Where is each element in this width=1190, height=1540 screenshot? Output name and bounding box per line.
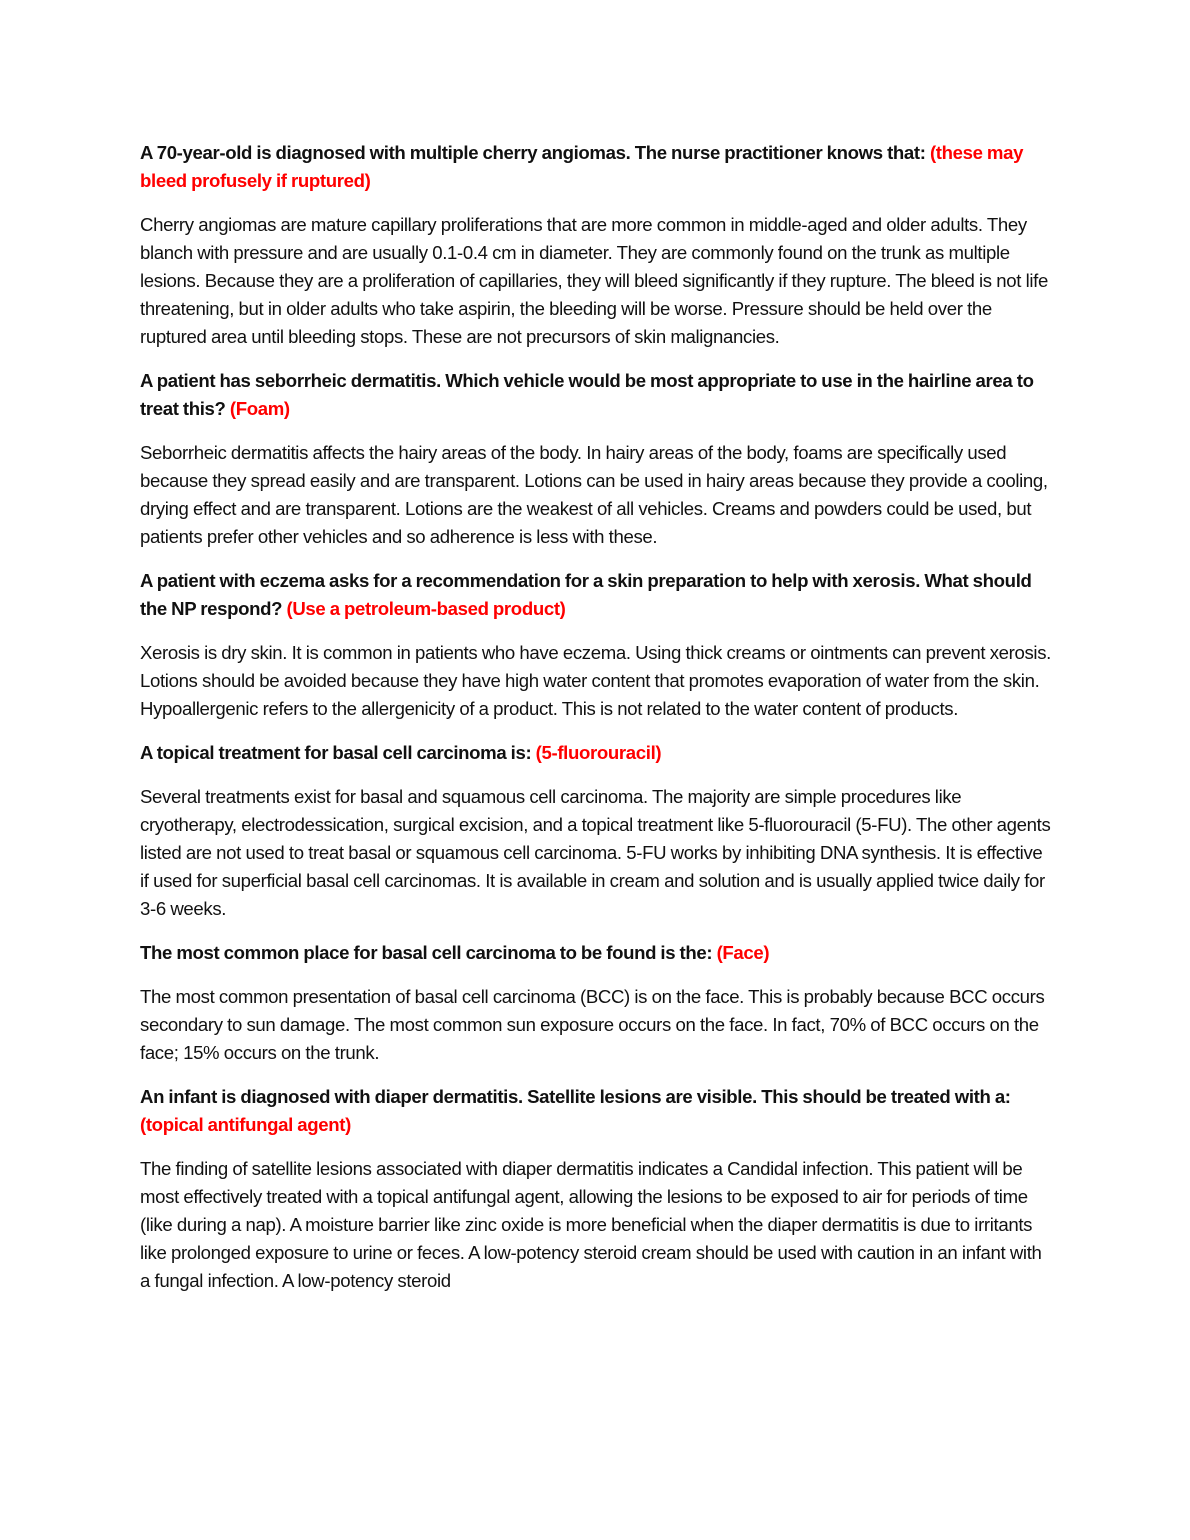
question-text: A patient with eczema asks for a recommendation for a skin preparation to help with xerosis. What should the NP respond?: [140, 570, 1032, 619]
answer-text: (5-fluorouracil): [535, 742, 662, 763]
explanation-6: The finding of satellite lesions associated with diaper dermatitis indicates a Candidal infection. This patient will be most effectively treated with a topical antifungal agent, allowing the lesions to be exposed to air for periods of time (like during a nap). A moisture barrier like zinc oxide is more beneficial when the diaper dermatitis is due to irritants like prolonged exposure to urine or feces. A low-potency steroid cream should be used with caution in an infant with a fungal infection. A low-potency steroid: [140, 1158, 1042, 1291]
question-text: An infant is diagnosed with diaper dermatitis. Satellite lesions are visible. This should be treated with a:: [140, 1086, 1011, 1107]
question-3: [140, 567, 1052, 623]
explanation-3: Xerosis is dry skin. It is common in patients who have eczema. Using thick creams or ointments can prevent xerosis. Lotions should be avoided because they have high water content that promotes evaporation of water from the skin. Hypoallergenic refers to the allergenicity of a product. This is not related to the water content of products.: [140, 642, 1051, 719]
question-4: [140, 739, 1052, 767]
explanation-2: Seborrheic dermatitis affects the hairy areas of the body. In hairy areas of the body, foams are specifically used because they spread easily and are transparent. Lotions can be used in hairy areas because they provide a cooling, drying effect and are transparent. Lotions are the weakest of all vehicles. Creams and powders could be used, but patients prefer other vehicles and so adherence is less with these.: [140, 442, 1048, 547]
answer-text: (Face): [716, 942, 770, 963]
answer-text: (these may bleed profusely if ruptured): [140, 142, 1024, 191]
answer-text: (topical antifungal agent): [140, 1114, 351, 1135]
question-text: The most common place for basal cell carcinoma to be found is the:: [140, 942, 713, 963]
answer-text: (Use a petroleum-based product): [286, 598, 566, 619]
document-page: [140, 139, 1052, 1311]
question-text: A topical treatment for basal cell carcinoma is:: [140, 742, 532, 763]
answer-text: (Foam): [229, 398, 290, 419]
question-2: [140, 367, 1052, 423]
question-6: [140, 1083, 1052, 1139]
question-5: [140, 939, 1052, 967]
explanation-5: The most common presentation of basal cell carcinoma (BCC) is on the face. This is probably because BCC occurs secondary to sun damage. The most common sun exposure occurs on the face. In fact, 70% of BCC occurs on the face; 15% occurs on the trunk.: [140, 986, 1045, 1063]
question-text: A patient has seborrheic dermatitis. Which vehicle would be most appropriate to use in the hairline area to treat this?: [140, 370, 1034, 419]
explanation-1: Cherry angiomas are mature capillary proliferations that are more common in middle-aged and older adults. They blanch with pressure and are usually 0.1-0.4 cm in diameter. They are commonly found on the trunk as multiple lesions. Because they are a proliferation of capillaries, they will bleed significantly if they rupture. The bleed is not life threatening, but in older adults who take aspirin, the bleeding will be worse. Pressure should be held over the ruptured area until bleeding stops. These are not precursors of skin malignancies.: [140, 214, 1048, 347]
question-text: A 70-year-old is diagnosed with multiple cherry angiomas. The nurse practitioner knows that:: [140, 142, 926, 163]
explanation-4: Several treatments exist for basal and squamous cell carcinoma. The majority are simple procedures like cryotherapy, electrodessication, surgical excision, and a topical treatment like 5-fluorouracil (5-FU). The other agents listed are not used to treat basal or squamous cell carcinoma. 5-FU works by inhibiting DNA synthesis. It is effective if used for superficial basal cell carcinomas. It is available in cream and solution and is usually applied twice daily for 3-6 weeks.: [140, 786, 1051, 919]
question-1: [140, 139, 1052, 195]
